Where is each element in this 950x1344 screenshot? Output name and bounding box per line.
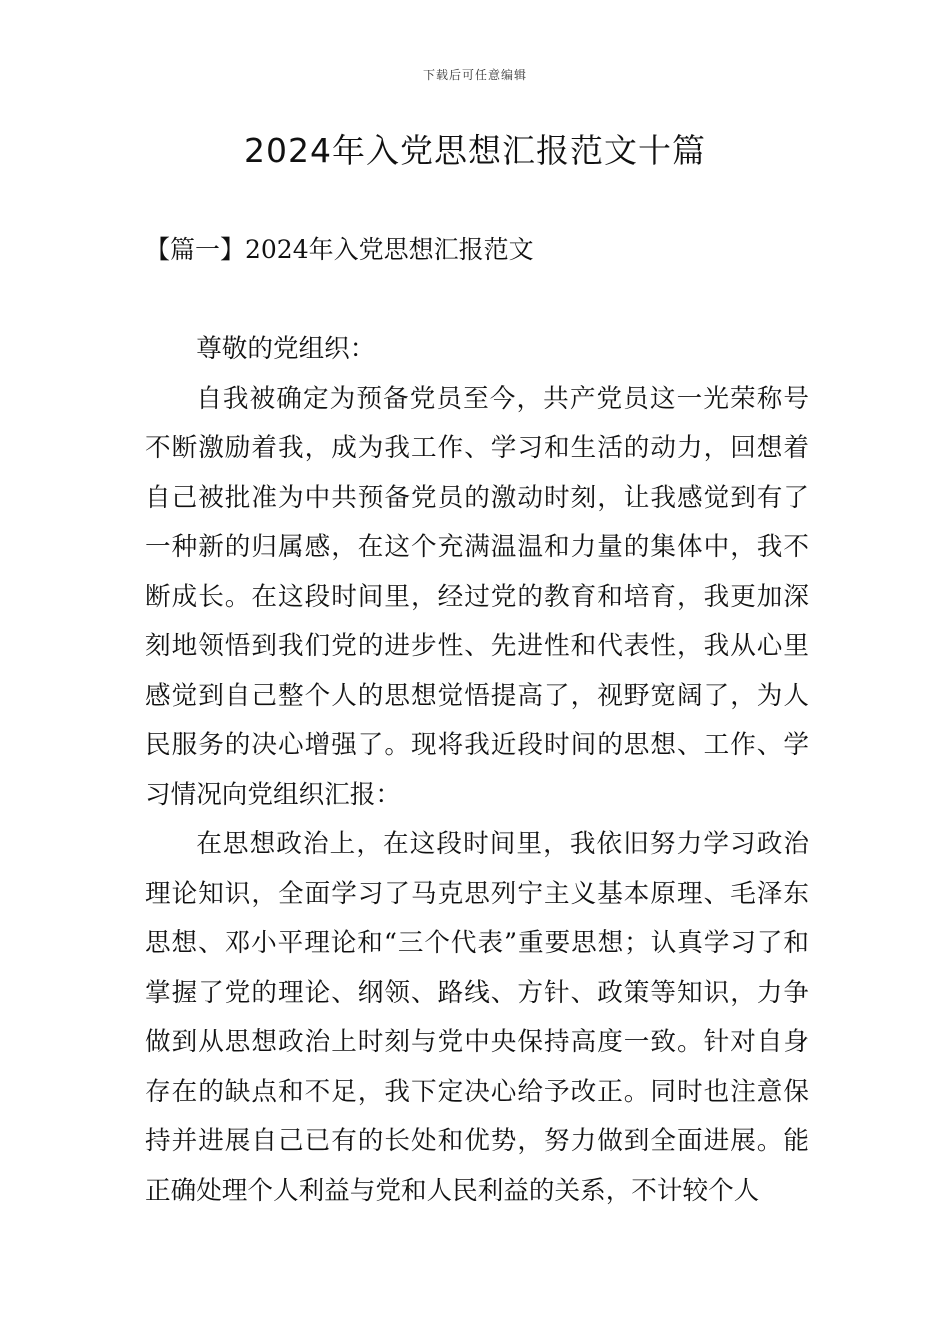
salutation: 尊敬的党组织： bbox=[196, 334, 376, 364]
document-title: 2024年入党思想汇报范文十篇 bbox=[244, 131, 706, 170]
body-text bbox=[145, 325, 809, 1216]
paragraph-2: 在思想政治上，在这段时间里，我依旧努力学习政治理论知识，全面学习了马克思列宁主义基本原理、毛泽东思想、邓小平理论和“三个代表”重要思想；认真学习了和掌握了党的理论、纲领、路线、方针、政策等知识，力争做到从思想政治上时刻与党中央保持高度一致。针对自身存在的缺点和不足，我下定决心给予改正。同时也注意保持并进展自己已有的长处和优势，努力做到全面进展。能正确处理个人利益与党和人民利益的关系，不计较个人 bbox=[145, 829, 809, 1206]
paragraph-1: 自我被确定为预备党员至今，共产党员这一光荣称号不断激励着我，成为我工作、学习和生活的动力，回想着自己被批准为中共预备党员的激动时刻，让我感觉到有了一种新的归属感，在这个充满温温和力量的集体中，我不断成长。在这段时间里，经过党的教育和培育，我更加深刻地领悟到我们党的进步性、先进性和代表性，我从心里感觉到自己整个人的思想觉悟提高了，视野宽阔了，为人民服务的决心增强了。现将我近段时间的思想、工作、学习情况向党组织汇报： bbox=[145, 383, 809, 810]
header-note: 下载后可任意编辑 bbox=[422, 68, 527, 82]
section-heading: 【篇一】2024年入党思想汇报范文 bbox=[145, 235, 534, 264]
